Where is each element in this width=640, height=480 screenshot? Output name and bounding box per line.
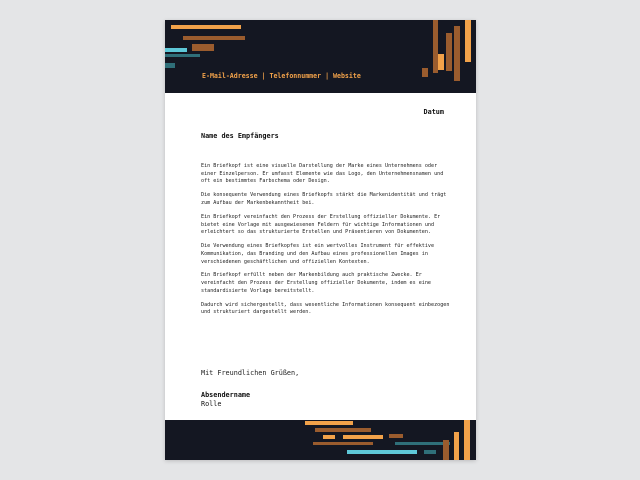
body-paragraph: Ein Briefkopf vereinfacht den Prozess der Erstellung offizieller Dokumente. Er bietet eine Vorlage mit ausgewiesenen Feldern für wichtige Informationen und erleichtert so das strukturierte Erstellen und Präsentieren von Dokumenten. <box>201 213 441 236</box>
decor-bar <box>192 44 214 51</box>
letterhead-page <box>165 20 476 460</box>
decor-bar <box>395 442 450 445</box>
decor-bar <box>454 26 460 81</box>
decor-bar <box>347 450 417 454</box>
letterhead-footer <box>165 420 476 460</box>
decor-bar <box>171 25 241 29</box>
decor-bar <box>422 68 428 77</box>
sender-role: Rolle <box>201 400 222 408</box>
decor-bar <box>323 435 335 439</box>
decor-bar <box>165 48 187 52</box>
decor-bar <box>343 435 383 439</box>
letter-date: Datum <box>423 108 444 116</box>
decor-bar <box>464 420 470 460</box>
decor-bar <box>183 36 245 40</box>
decor-bar <box>443 440 449 460</box>
letterhead-header <box>165 20 476 93</box>
decor-bar <box>389 434 403 438</box>
decor-bar <box>454 432 459 460</box>
closing-phrase: Mit Freundlichen Grüßen, <box>201 369 300 377</box>
sender-name: Absendername <box>201 391 251 399</box>
decor-bar <box>465 20 471 62</box>
body-paragraph: Die konsequente Verwendung eines Briefkopfs stärkt die Markenidentität und trägt zum Aufbau der Markenbekanntheit bei. <box>201 192 447 206</box>
body-paragraph: Die Verwendung eines Briefkopfes ist ein wertvolles Instrument für effektive Kommunikation, das Branding und den Aufbau eines professionellen Images in verschiedenen geschäftlichen und offiziellen Kontexten. <box>201 243 435 265</box>
decor-bar <box>438 54 444 70</box>
decor-bar <box>165 54 200 57</box>
body-paragraph: Ein Briefkopf erfüllt neben der Markenbildung auch praktische Zwecke. Er vereinfacht den Prozess der Erstellung offizieller Dokumente, indem es eine standardisierte Vorlage bereitstellt. <box>201 272 432 294</box>
decor-bar <box>305 421 353 425</box>
body-paragraph: Ein Briefkopf ist eine visuelle Darstellung der Marke eines Unternehmens oder einer Einzelperson. Er umfasst Elemente wie das Logo, den Unternehmensnamen und oft ein bestimmtes Farbschema oder Design. <box>201 163 444 185</box>
decor-bar <box>315 428 371 432</box>
decor-bar <box>446 33 452 71</box>
contact-line: E-Mail-Adresse | Telefonnummer | Website <box>202 72 361 80</box>
body-paragraph: Dadurch wird sichergestellt, dass wesentliche Informationen konsequent einbezogen und strukturiert dargestellt werden. <box>201 301 450 316</box>
decor-bar <box>313 442 373 445</box>
decor-bar <box>165 63 175 68</box>
decor-bar <box>424 450 436 454</box>
signature-block <box>201 391 250 409</box>
recipient-name: Name des Empfängers <box>201 132 279 140</box>
letter-body <box>201 163 451 323</box>
